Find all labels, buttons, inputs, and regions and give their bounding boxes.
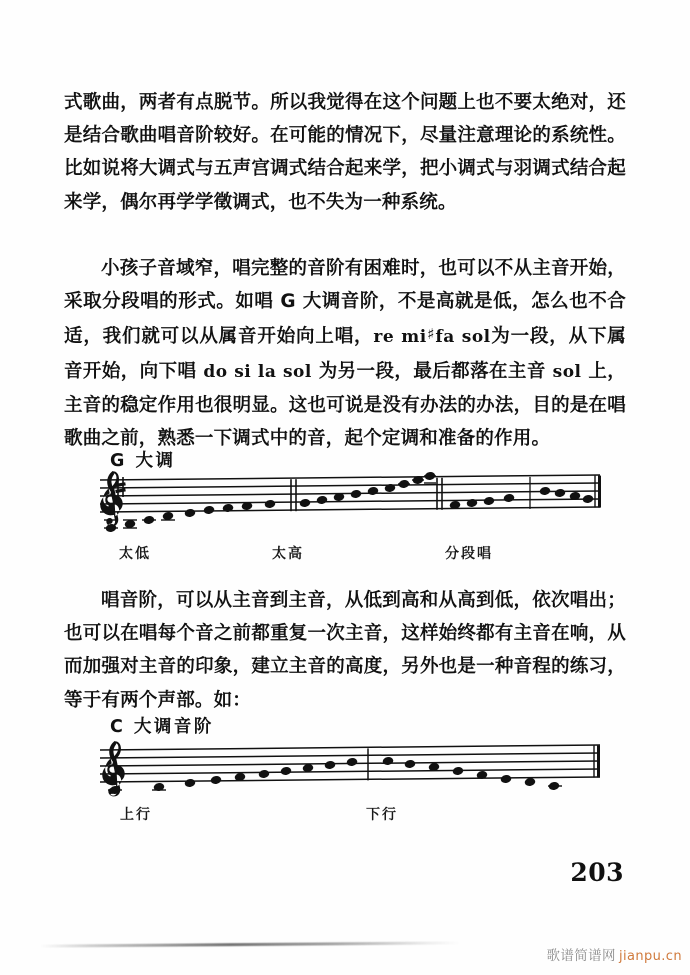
caption-ascending: 上行 <box>120 807 152 823</box>
example-title-c-major-scale: C 大调音阶 <box>110 717 214 737</box>
site-watermark <box>546 944 682 964</box>
page-number: 203 <box>570 858 624 887</box>
paragraph-2-text <box>64 252 626 455</box>
paragraph-3-text: 唱音阶，可以从主音到主音，从低到高和从高到低，依次唱出；也可以在唱每个音之前都重复一次主音，这样始终都有主音在响，从而加强对主音的印象，建立主音的高度，另外也是一种音程的练习，等于有两个声部。如： <box>64 590 626 711</box>
paragraph-3 <box>64 584 626 717</box>
watermark-site-url: jianpu.cn <box>618 949 682 964</box>
watermark-site-name: 歌谱简谱网 <box>546 948 616 964</box>
paragraph-1-text: 式歌曲，两者有点脱节。所以我觉得在这个问题上也不要太绝对，还是结合歌曲唱音阶较好。在可能的情况下，尽量注意理论的系统性。比如说将大调式与五声宫调式结合起来学，把小调式与羽调式结合起来学，偶尔再学学徵调式，也不失为一种系统。 <box>64 92 626 213</box>
staff-lines <box>100 475 600 512</box>
p2-segment-b: 为一段，从下属音开始，向下唱 <box>64 326 626 382</box>
p2-segment-a: 小孩子音域窄，唱完整的音阶有困难时，也可以不从主音开始，采取分段唱的形式。如唱 G 大调音阶，不是高就是低，怎么也不合适，我们就可以从属音开始向上唱， <box>64 258 626 348</box>
notehead-group-ascending <box>109 757 358 795</box>
paragraph-2 <box>64 252 626 455</box>
caption-too-high: 太高 <box>272 546 304 562</box>
p2-solfa-ascending-1: re mi <box>373 327 427 348</box>
caption-descending: 下行 <box>366 807 398 823</box>
p2-segment-c: 为另一段，最后都落在主音 <box>311 360 553 382</box>
notehead-group-segmented <box>449 486 594 510</box>
staff-notation-svg-c-major <box>0 736 690 812</box>
barline-double-2 <box>437 478 442 510</box>
p2-solfa-descending: do si la sol <box>203 361 312 382</box>
music-staff-g-major <box>0 466 690 546</box>
caption-segmented: 分段唱 <box>445 546 493 562</box>
paragraph-continuation <box>64 86 626 219</box>
p2-segment-d: 上，主音的稳定作用也很明显。这也可说是没有办法的办法，目的是在唱歌曲之前，熟悉一下调式中的音，起个定调和准备的作用。 <box>64 360 626 450</box>
sharp-sign: ♯ <box>426 325 436 344</box>
p2-solfa-ascending-2: fa sol <box>435 327 491 348</box>
barline-double-1 <box>291 479 296 511</box>
scan-artifact-smudge <box>40 941 460 947</box>
caption-too-low: 太低 <box>119 546 151 562</box>
staff-notation-svg-g-major <box>0 466 690 546</box>
example-title-g-major: G 大调 <box>110 451 176 471</box>
p2-tonic-sol: sol <box>552 361 582 382</box>
music-staff-c-major-scale <box>0 736 690 812</box>
